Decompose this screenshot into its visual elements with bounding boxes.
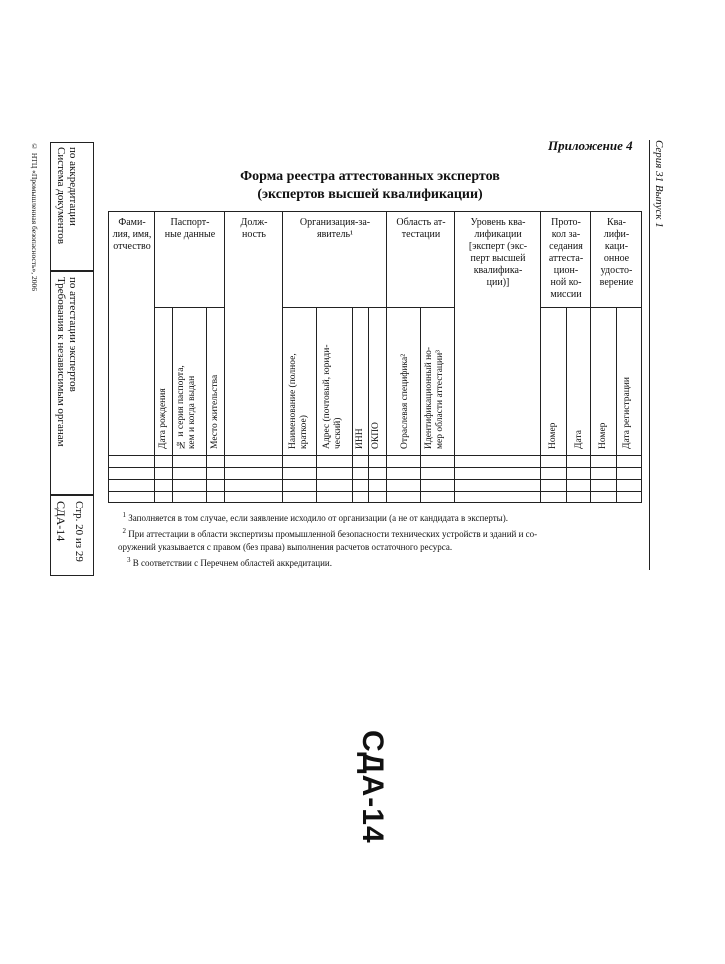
document-stamp	[50, 142, 94, 574]
stamp-page: Стр. 20 из 29	[73, 501, 85, 562]
sub-residence: Место жительства	[210, 374, 220, 449]
col-area: Область ат- тестации	[396, 217, 446, 240]
sub-cert-date: Дата регистрации	[622, 377, 632, 449]
footnote-3: $^3$ В соответствии с Перечнем областей аккредитации.	[127, 556, 332, 568]
sub-protocol-date: Дата	[574, 430, 584, 449]
sub-cert-no: Номер	[598, 422, 608, 449]
form-title	[150, 168, 590, 204]
col-passport: Паспорт- ные данные	[164, 217, 216, 240]
doc-code-large: СДА-14	[356, 730, 389, 844]
form-title-line1: Форма реестра аттестованных экспертов	[240, 169, 500, 184]
appendix-label: Приложение 4	[548, 138, 633, 153]
form-title-line2: (экспертов высшей квалификации)	[257, 187, 483, 202]
series-label: Серия 31 Выпуск 1	[653, 140, 665, 228]
sub-ident: Идентификационный но- мер области аттестации³	[424, 346, 445, 449]
sub-org-name: Наименование (полное, краткое)	[288, 353, 309, 449]
footnote-2: $^2$ При аттестации в области экспертизы промышленной безопасности технических устройств и зданий и со-	[122, 527, 538, 539]
sub-okpo: ОКПО	[371, 422, 381, 449]
col-fio: Фами- лия, имя, отчество	[112, 217, 152, 252]
sub-protocol-no: Номер	[548, 422, 558, 449]
footnote-1: $^1$ Заполняется в том случае, если заявление исходило от организации (а не от кандидата в эксперты).	[122, 511, 508, 523]
copyright: © НТЦ «Промышленная безопасность», 2006	[30, 142, 39, 291]
stamp-requirements: Требования к независимым органам по аттестации экспертов	[55, 277, 79, 447]
stamp-code: СДА-14	[54, 501, 68, 542]
col-position: Долж- ность	[240, 217, 268, 240]
col-level: Уровень ква- лификации [эксперт (экс- перт высшей квалифика- ции)]	[468, 217, 528, 288]
col-protocol: Прото- кол за- седания аттеста- цион- ной ко- миссии	[548, 217, 584, 300]
stamp-cell-code	[50, 494, 94, 576]
registry-table	[108, 211, 642, 503]
page-rule	[649, 140, 650, 570]
col-organization: Организация-за- явитель¹	[299, 217, 371, 240]
sub-passport-no: № и серия паспорта, кем и когда выдан	[176, 365, 197, 449]
sub-birth: Дата рождения	[158, 388, 168, 449]
col-certificate: Ква- лифи- каци- онное удосто- верение	[599, 217, 634, 288]
stamp-system: Система документов по аккредитации	[55, 147, 79, 245]
sub-branch: Отраслевая специфика²	[400, 353, 410, 449]
footnotes	[118, 509, 638, 570]
footnote-2-cont: оружений указывается с правом (без права) выполнения расчетов остаточного ресурса.	[118, 542, 453, 552]
stamp-cell-requirements	[50, 270, 94, 496]
sub-org-address: Адрес (почтовый, юриди- ческий)	[322, 344, 343, 449]
sub-inn: ИНН	[355, 428, 365, 449]
stamp-cell-system	[50, 142, 94, 272]
